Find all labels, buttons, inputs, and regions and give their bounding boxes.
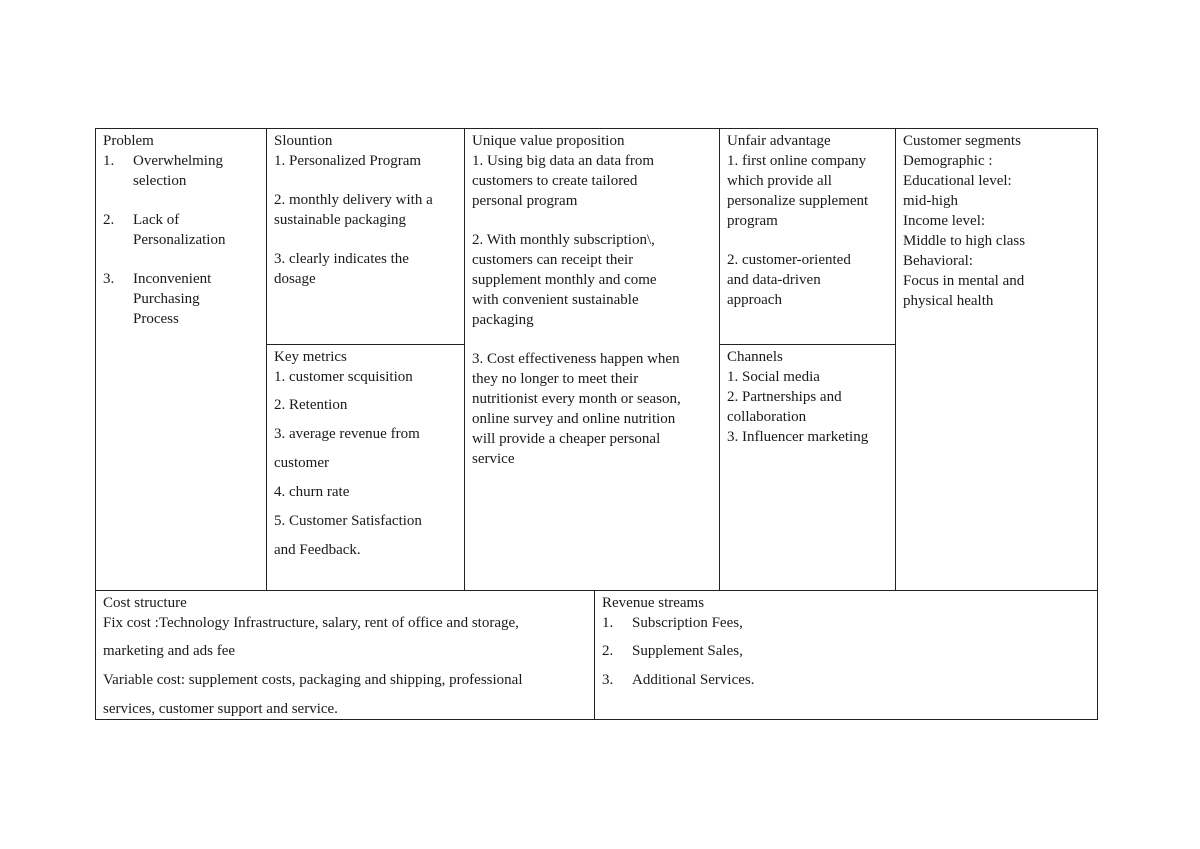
- list-item: 3. Additional Services.: [602, 672, 755, 688]
- list-item-continuation: approach: [727, 292, 782, 308]
- list-item-continuation: customers can receipt their: [472, 252, 634, 268]
- list-item-continuation: packaging: [472, 312, 534, 328]
- uvp-cell: [465, 129, 719, 469]
- cost-line: Variable cost: supplement costs, packaging and shipping, professional: [103, 672, 523, 688]
- list-item-continuation: personalize supplement: [727, 193, 869, 209]
- list-item: 2. customer-oriented: [727, 252, 851, 268]
- list-item: 1. Overwhelming: [103, 153, 223, 169]
- list-item-continuation: sustainable packaging: [274, 212, 407, 228]
- unfair-advantage-cell: [720, 129, 895, 310]
- list-item: 1. customer scquisition: [274, 369, 413, 385]
- list-item-continuation: service: [472, 451, 515, 467]
- list-item: 3. Cost effectiveness happen when: [472, 351, 680, 367]
- cost-line: Fix cost :Technology Infrastructure, salary, rent of office and storage,: [103, 615, 519, 631]
- list-item: 3. Inconvenient: [103, 271, 212, 287]
- list-item-continuation: Purchasing: [133, 291, 200, 307]
- list-item-continuation: customers to create tailored: [472, 173, 638, 189]
- segment-line: mid-high: [903, 193, 958, 209]
- list-item: 2. With monthly subscription\,: [472, 232, 655, 248]
- key-metrics-cell: [267, 345, 464, 565]
- customer-segments-title: Customer segments: [903, 133, 1021, 149]
- list-item: 3. clearly indicates the: [274, 251, 409, 267]
- cost-line: services, customer support and service.: [103, 701, 338, 717]
- list-item-continuation: nutritionist every month or season,: [472, 391, 681, 407]
- unfair-advantage-title: Unfair advantage: [727, 133, 831, 149]
- problem-cell: [96, 129, 266, 329]
- segment-line: Middle to high class: [903, 233, 1026, 249]
- customer-segments-cell: [896, 129, 1097, 311]
- list-item: 2. Retention: [274, 397, 348, 413]
- uvp-title: Unique value proposition: [472, 133, 625, 149]
- table-border-right: [1097, 128, 1098, 720]
- list-item: 2. Supplement Sales,: [602, 643, 743, 659]
- segment-line: Demographic :: [903, 153, 993, 169]
- list-item: 4. churn rate: [274, 484, 350, 500]
- solution-title: Slountion: [274, 133, 333, 149]
- revenue-streams-cell: [595, 591, 1097, 695]
- problem-title: Problem: [103, 133, 154, 149]
- list-item: 1. first online company: [727, 153, 867, 169]
- list-item-continuation: they no longer to meet their: [472, 371, 639, 387]
- list-item-continuation: which provide all: [727, 173, 832, 189]
- revenue-streams-title: Revenue streams: [602, 595, 705, 611]
- segment-line: Educational level:: [903, 173, 1012, 189]
- list-item-continuation: and Feedback.: [274, 542, 361, 558]
- list-item-continuation: and data-driven: [727, 272, 821, 288]
- channels-cell: [720, 345, 895, 447]
- list-item-continuation: Personalization: [133, 232, 226, 248]
- list-item-continuation: Process: [133, 311, 179, 327]
- list-item-continuation: supplement monthly and come: [472, 272, 657, 288]
- list-item: 1. Social media: [727, 369, 820, 385]
- cost-line: marketing and ads fee: [103, 643, 236, 659]
- list-item: 1. Using big data an data from: [472, 153, 655, 169]
- list-item-continuation: collaboration: [727, 409, 807, 425]
- list-item-continuation: customer: [274, 455, 329, 471]
- list-item: 2. Partnerships and: [727, 389, 842, 405]
- list-item-continuation: online survey and online nutrition: [472, 411, 676, 427]
- list-item: 1. Subscription Fees,: [602, 615, 743, 631]
- list-item-continuation: with convenient sustainable: [472, 292, 639, 308]
- list-item-continuation: will provide a cheaper personal: [472, 431, 661, 447]
- segment-line: Focus in mental and: [903, 273, 1025, 289]
- channels-title: Channels: [727, 349, 783, 365]
- key-metrics-title: Key metrics: [274, 349, 347, 365]
- segment-line: Income level:: [903, 213, 986, 229]
- list-item: 1. Personalized Program: [274, 153, 422, 169]
- cost-structure-title: Cost structure: [103, 595, 187, 611]
- list-item: 2. Lack of: [103, 212, 180, 228]
- list-item-continuation: selection: [133, 173, 187, 189]
- list-item: 5. Customer Satisfaction: [274, 513, 422, 529]
- segment-line: Behavioral:: [903, 253, 973, 269]
- list-item: 2. monthly delivery with a: [274, 192, 433, 208]
- cost-structure-cell: [96, 591, 594, 724]
- list-item: 3. Influencer marketing: [727, 429, 869, 445]
- list-item-continuation: personal program: [472, 193, 578, 209]
- segment-line: physical health: [903, 293, 994, 309]
- solution-cell: [267, 129, 464, 289]
- list-item-continuation: dosage: [274, 271, 316, 287]
- list-item: 3. average revenue from: [274, 426, 420, 442]
- list-item-continuation: program: [727, 213, 778, 229]
